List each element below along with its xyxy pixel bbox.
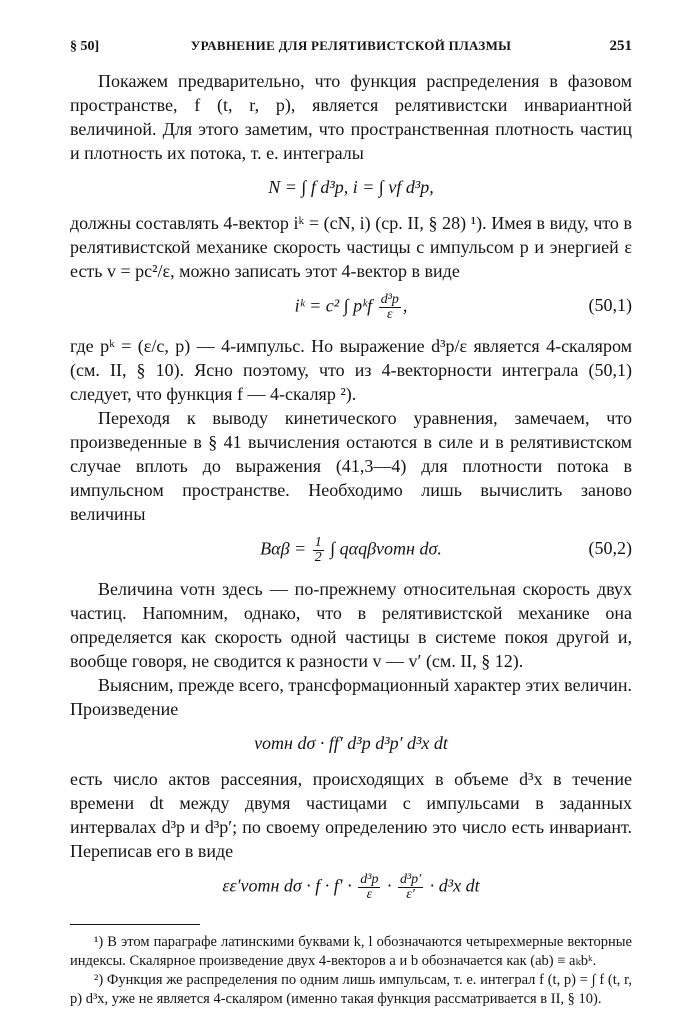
formula-50-2-right: ∫ qαqβvотн dσ. (330, 538, 442, 559)
formula-rewritten-right: · d³x dt (429, 875, 480, 896)
fraction-numerator: d³p′ (399, 872, 422, 887)
formula-50-1-left: iᵏ = c² ∫ pᵏf (294, 295, 373, 316)
book-page (70, 38, 632, 1009)
formula-rewritten-fraction-2 (398, 873, 423, 902)
section-ref: § 50] (70, 39, 100, 54)
fraction-denominator: ε (387, 307, 393, 322)
formula-50-2-fraction (313, 536, 324, 565)
fraction-denominator: ε (366, 887, 373, 902)
paragraph-3: где pᵏ = (ε/c, p) — 4-импульс. Но выражение d³p/ε является 4-скаляром (см. II, § 10). Ясно поэтому, что из 4-векторности интеграла (50,1) следует, что функция f — 4-скаляр ²). (70, 336, 632, 404)
paragraph-5: Величина vотн здесь — по-прежнему относительная скорость двух частиц. Напомним, однако, что в релятивистской механике она определяется как скорость одной частицы в системе покоя другой и, вообще говоря, не сводится к разности v — v′ (см. II, § 12). (70, 579, 632, 671)
formula-50-2 (70, 536, 632, 565)
formula-rewritten-fraction-1 (358, 873, 380, 902)
equation-number-50-1: (50,1) (588, 295, 632, 315)
fraction-numerator: d³p (360, 872, 379, 887)
formula-rewritten (70, 873, 632, 902)
fraction-numerator: 1 (314, 535, 322, 550)
running-title: УРАВНЕНИЕ ДЛЯ РЕЛЯТИВИСТСКОЙ ПЛАЗМЫ (190, 38, 512, 53)
fraction-denominator: ε′ (406, 887, 415, 902)
fraction-numerator: d³p (380, 292, 399, 307)
paragraph-1: Покажем предварительно, что функция распределения в фазовом пространстве, f (t, r, p), является релятивистски инвариантной величиной. Для этого заметим, что пространственная плотность частиц и плотность их потока, т. е. интегралы (70, 71, 632, 163)
page-number: 251 (609, 38, 632, 54)
running-header (70, 38, 632, 55)
fraction-denominator: 2 (314, 550, 322, 565)
formula-50-1: iᵏ = c² ∫ pᵏf $\frac{\text{d³p}}{\varepsilon}$ , (50,1) (294, 292, 632, 322)
paragraph-6: Выясним, прежде всего, трансформационный характер этих величин. Произведение (70, 675, 632, 719)
footnote-1: ¹) В этом параграфе латинскими буквами k, l обозначаются четырехмерные векторные индексы. Скалярное произведение двух 4-векторов a и b обозначается как (ab) ≡ aₖbᵏ. (70, 934, 632, 969)
formula-50-1-fraction (379, 293, 401, 322)
footnote-2: ²) Функция же распределения по одним лишь импульсам, т. е. интеграл f (t, p) = ∫ f (t, r, p) d³x, уже не является 4-скаляром (именно такая функция рассматривается в II, § 10). (70, 972, 632, 1007)
formula-rewritten-left: εε′vотн dσ · f · f′ · (222, 875, 352, 896)
paragraph-7: есть число актов рассеяния, происходящих в объеме d³x в течение времени dt между двумя частицами с импульсами в заданных интервалах d³p и d³p′; по своему определению это число есть инвариант. Переписав его в виде (70, 769, 632, 861)
formula-product (70, 731, 632, 755)
formula-50-2-left: Bαβ = (260, 538, 307, 559)
paragraph-2: должны составлять 4-вектор iᵏ = (cN, i) (ср. II, § 28) ¹). Имея в виду, что в релятивистской механике скорость частицы с импульсом p и энергией ε есть v = pc²/ε, можно записать этот 4-вектор в виде (70, 213, 632, 281)
equation-number-50-2: (50,2) (588, 538, 632, 558)
footnote-divider (70, 924, 200, 925)
formula-product-text: vотн dσ · ff′ d³p d³p′ d³x dt (254, 733, 448, 753)
formula-rewritten-mid: · (386, 875, 392, 896)
paragraph-4: Переходя к выводу кинетического уравнения, замечаем, что произведенные в § 41 вычисления остаются в силе и в релятивистском случае вплоть до выражения (41,3—4) для плотности потока в импульсном пространстве. Необходимо лишь вычислить заново величины (70, 408, 632, 524)
formula-N-i (70, 175, 632, 199)
formula-N-i-text: N = ∫ f d³p, i = ∫ vf d³p, (268, 177, 434, 197)
